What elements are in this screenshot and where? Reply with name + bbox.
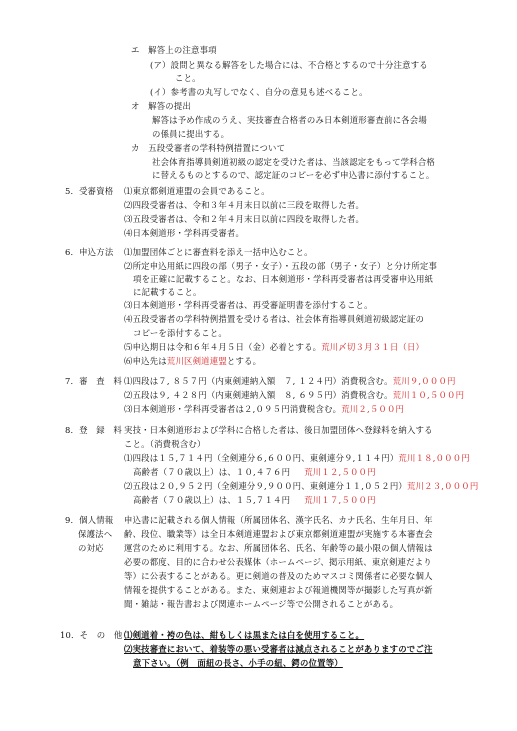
section-10-label: 10．そ の 他 bbox=[60, 630, 123, 640]
section-7-label: 7．審 査 料 bbox=[65, 376, 122, 386]
section-10-line1: ⑴剣道着・袴の色は、紺もしくは黒または白を使用すること。 bbox=[124, 630, 365, 640]
section-6-line6: ⑷五段受審者の学科特例措置を受ける者は、社会体育指導員剣道初級認定証の bbox=[124, 314, 425, 324]
arakawa-fee-5dan: 荒川１０,５００円 bbox=[392, 390, 465, 400]
section-9-line3: 運営のために利用する。なお、所属団体名、氏名、年齢等の最小限の個人情報は bbox=[124, 543, 433, 553]
section-7-line3 bbox=[124, 404, 404, 415]
fee-retake: ⑶日本剣道形・学科再受審者は２,０９５円消費税含む。 bbox=[124, 404, 342, 414]
arakawa-federation: 荒川区剣道連盟 bbox=[166, 356, 227, 366]
section-6-line7: コピーを添付すること。 bbox=[133, 328, 227, 338]
section-6-line8 bbox=[124, 342, 424, 353]
note-o-line1: 解答は予め作成のうえ、実技審査合格者のみ日本剣道形審査前に各会場 bbox=[152, 115, 427, 125]
section-6-label: 6．申込方法 bbox=[65, 247, 114, 257]
arakawa-fee-retake: 荒川２,５００円 bbox=[341, 404, 405, 414]
section-5-label: 5．受審資格 bbox=[65, 186, 114, 196]
arakawa-reg-5dan: 荒川２３,０００円 bbox=[406, 481, 479, 491]
section-8-line3 bbox=[124, 453, 470, 464]
section-9-line2: 齢、段位、職業等）は全日本剣道連盟および東京都剣道連盟が実施する本審査会 bbox=[124, 529, 433, 539]
note-o-line2: の係員に提出する。 bbox=[152, 129, 230, 139]
section-7-line1 bbox=[124, 376, 456, 387]
section-10-line3: 意下さい。（例 面紐の長さ、小手の紐、鍔の位置等） bbox=[133, 658, 343, 668]
fee-4dan: ⑴四段は７, ８５７円（内東剣連納入額 ７, １２４円）消費税含む。 bbox=[124, 376, 393, 386]
section-5-line2: ⑵四段受審者は、令和３年４月末日以前に三段を取得した者。 bbox=[124, 200, 365, 210]
section-9-label-2: 保護法へ bbox=[78, 529, 113, 539]
note-ka-line2: に替えるものとするので、認定証のコピーを必ず申込書に添付すること。 bbox=[152, 170, 435, 180]
note-o-title: オ 解答の提出 bbox=[131, 101, 192, 111]
reg-4dan-senior: 高齢者（７０歳以上）は、１０,４７６円 bbox=[133, 467, 291, 477]
section-10-line2: ⑵実技審査において、着装等の悪い受審者は減点されることがありますのでご注 bbox=[124, 644, 433, 654]
section-8-line2: こと。（消費税含む） bbox=[124, 439, 206, 449]
section-6-line5: ⑶日本剣道形・学科再受審者は、再受審証明書を添付すること。 bbox=[124, 300, 373, 310]
section-9-line4: 必要の都度、目的に合わせ公表媒体（ホームページ、掲示用紙、東京剣連だより bbox=[124, 557, 432, 567]
section-8-line4 bbox=[133, 467, 376, 478]
note-ka-line1: 社会体育指導員剣道初級の認定を受けた者は、当該認定をもって学科合格 bbox=[152, 157, 435, 167]
arakawa-reg-4dan-senior: 荒川１２,５００円 bbox=[304, 467, 376, 477]
note-e-a-line1: (ア）設問と異なる解答をした場合には、不合格とするので十分注意する bbox=[150, 60, 428, 70]
section-9-line1: 申込書に記載される個人情報（所属団体名、漢字氏名、カナ氏名、生年月日、年 bbox=[124, 515, 433, 525]
section-5-line4: ⑷日本剣道形・学科再受審者。 bbox=[124, 228, 245, 238]
section-8-line6 bbox=[133, 495, 376, 506]
section-8-line1: 実技・日本剣道形および学科に合格した者は、後日加盟団体へ登録料を納入する bbox=[124, 425, 433, 435]
section-6-line3: 項を正確に記載すること。なお、日本剣道形・学科再受審者は再受審申込用紙 bbox=[133, 274, 434, 284]
section-6-line9 bbox=[124, 356, 261, 367]
section-8-line5 bbox=[124, 481, 478, 492]
note-e-title: エ 解答上の注意事項 bbox=[131, 45, 217, 55]
section-9-line5: 等）に公表することがある。更に剣道の普及のためマスコミ関係者に必要な個人 bbox=[124, 571, 433, 581]
section-6-line1: ⑴加盟団体ごとに審査料を添え一括申込むこと。 bbox=[124, 247, 313, 257]
section-9-line6: 情報を提供することがある。また、東剣連および報道機関等が撮影した写真が新 bbox=[124, 585, 433, 595]
reg-5dan: ⑵五段は２０,９５２円（全剣連分９,９００円、東剣連分１１,０５２円） bbox=[124, 481, 407, 491]
note-e-b: (イ）参考書の丸写しでなく、自分の意見も述べること。 bbox=[150, 87, 368, 97]
section-5-line1: ⑴東京都剣道連盟の会員であること。 bbox=[124, 186, 270, 196]
arakawa-fee-4dan: 荒川９,０００円 bbox=[392, 376, 456, 386]
section-6-line2: ⑵所定申込用紙に四段の部（男子・女子）・五段の部（男子・女子）と分け所定事 bbox=[124, 261, 438, 271]
section-6-line4: に記載すること。 bbox=[133, 287, 202, 297]
section-9-line7: 聞・雑誌・報告書および関連ホームページ等で公開されることがある。 bbox=[124, 599, 399, 609]
fee-5dan: ⑵五段は９, ４２８円（内東剣連納入額 ８, ６９５円）消費税含む。 bbox=[124, 390, 393, 400]
arakawa-deadline: 荒川〆切３月３１日（日） bbox=[321, 342, 425, 352]
section-9-label-1: 9．個人情報 bbox=[65, 515, 114, 525]
section-5-line3: ⑶五段受審者は、令和２年４月末日以前に四段を取得した者。 bbox=[124, 214, 365, 224]
deadline-text: ⑸申込期日は令和６年４月５日（金）必着とする。 bbox=[124, 342, 322, 352]
reg-4dan: ⑴四段は１５,７１４円（全剣連分６,６００円、東剣連分９,１１４円） bbox=[124, 453, 399, 463]
section-7-line2 bbox=[124, 390, 464, 401]
arakawa-reg-5dan-senior: 荒川１７,５００円 bbox=[304, 495, 376, 505]
note-ka-title: カ 五段受審者の学科特例措置について bbox=[131, 143, 286, 153]
section-9-label-3: の対応 bbox=[78, 543, 104, 553]
destination-prefix: ⑹申込先は bbox=[124, 356, 167, 366]
arakawa-reg-4dan: 荒川１８,０００円 bbox=[398, 453, 470, 463]
section-8-label: 8．登 録 料 bbox=[65, 425, 122, 435]
destination-suffix: とする。 bbox=[226, 356, 262, 366]
reg-5dan-senior: 高齢者（７０歳以上）は、１５,７１４円 bbox=[133, 495, 291, 505]
note-e-a-line2: こと。 bbox=[175, 73, 201, 83]
